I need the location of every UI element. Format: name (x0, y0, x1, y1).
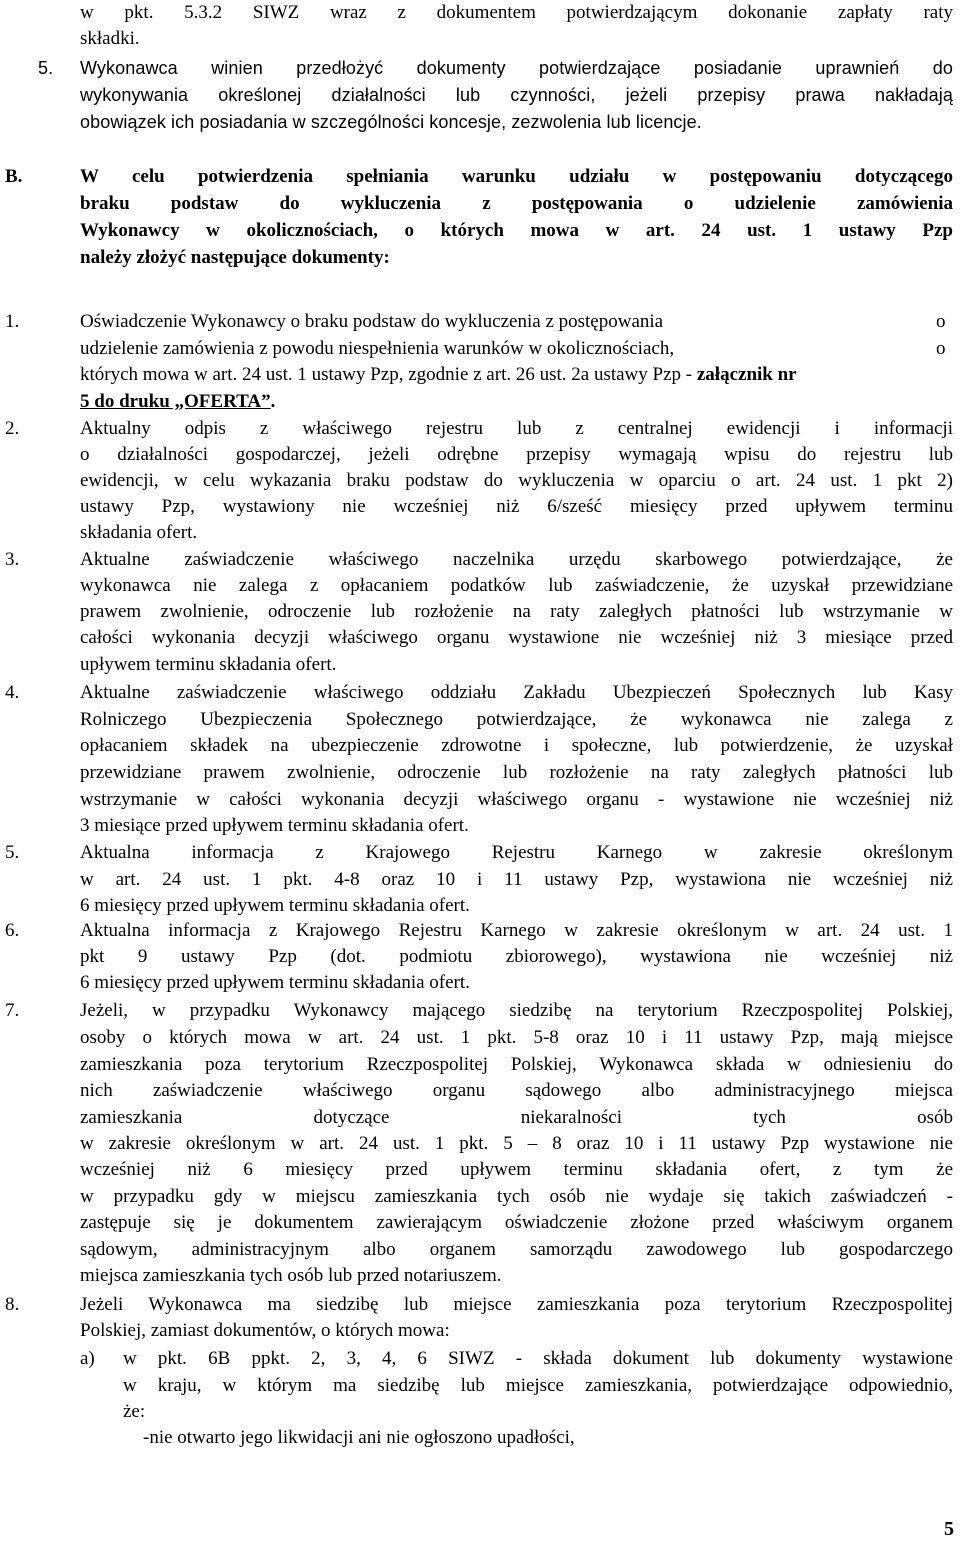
section-heading-line: Wykonawcy w okolicznościach, o których mowa w art. 24 ust. 1 ustawy Pzp (80, 220, 953, 241)
text-line: Polskiej, zamiast dokumentów, o których mowa: (80, 1320, 450, 1341)
item-number: 6. (5, 920, 20, 941)
text-line: Aktualna informacja z Krajowego Rejestru Karnego w zakresie określonym (80, 842, 953, 863)
text-line: w kraju, w którym ma siedzibę lub miejsce zamieszkania, potwierdzające odpowiednio, (123, 1375, 953, 1396)
text-line: Jeżeli Wykonawca ma siedzibę lub miejsce zamieszkania poza terytorium Rzeczpospolitej (80, 1294, 953, 1315)
text-line: wcześniej niż 6 miesięcy przed upływem terminu składania ofert, z tym że (80, 1159, 953, 1180)
text-line: obowiązek ich posiadania w szczególności koncesje, zezwolenia lub licencje. (80, 112, 702, 132)
text-line: zamieszkania poza terytorium Rzeczpospolitej Polskiej, Wykonawca składa w odniesieniu do (80, 1054, 953, 1075)
text-line: upływem terminu składania ofert. (80, 654, 337, 675)
text-line: -nie otwarto jego likwidacji ani nie ogłoszono upadłości, (143, 1427, 575, 1448)
text-line: Oświadczenie Wykonawcy o braku podstaw do wykluczenia z postępowania (80, 311, 664, 332)
text-line: Rolniczego Ubezpieczenia Społecznego potwierdzające, że wykonawca nie zalega z (80, 709, 953, 730)
text-line: ustawy Pzp, wystawiony nie wcześniej niż 6/sześć miesięcy przed upływem terminu (80, 496, 953, 517)
text-line: prawem zwolnienie, odroczenie lub rozłożenie na raty zaległych płatności lub wstrzymanie w (80, 601, 953, 622)
text-line: ewidencji, w celu wykazania braku podstaw do wykluczenia w oparciu o art. 24 ust. 1 pkt 2) (80, 470, 953, 491)
attachment-reference: załącznik nr (696, 364, 797, 385)
text-line: Wykonawca winien przedłożyć dokumenty potwierdzające posiadanie uprawnień do (80, 58, 953, 78)
attachment-reference-underlined: 5 do druku „OFERTA” (80, 391, 271, 412)
text-line: 3 miesiące przed upływem terminu składania ofert. (80, 815, 469, 836)
section-heading-line: należy złożyć następujące dokumenty: (80, 247, 390, 268)
subitem-label: a) (80, 1348, 95, 1369)
item-number: 4. (5, 682, 20, 703)
text-line: Aktualne zaświadczenie właściwego oddziału Zakładu Ubezpieczeń Społecznych lub Kasy (80, 682, 953, 703)
item-number: 8. (5, 1294, 20, 1315)
text-line: że: (123, 1401, 146, 1422)
text-line: o działalności gospodarczej, jeżeli odrębne przepisy wymagają wpisu do rejestru lub (80, 444, 953, 465)
text-line: przewidziane prawem zwolnienie, odroczenie lub rozłożenie na raty zaległych płatności lub (80, 762, 953, 783)
text-line: Aktualny odpis z właściwego rejestru lub z centralnej ewidencji i informacji (80, 418, 953, 439)
text-line: całości wykonania decyzji właściwego organu wystawione nie wcześniej niż 3 miesiące przed (80, 627, 953, 648)
text-line: składki. (80, 28, 140, 49)
item-number: 1. (5, 311, 20, 332)
text-line: osoby o których mowa w art. 24 ust. 1 pkt. 5-8 oraz 10 i 11 ustawy Pzp, mają miejsce (80, 1027, 953, 1048)
text-line: Jeżeli, w przypadku Wykonawcy mającego siedzibę na terytorium Rzeczpospolitej Polskiej, (80, 1000, 953, 1021)
item-number: 2. (5, 418, 20, 439)
text-line: nich zaświadczenie właściwego organu sądowego albo administracyjnego miejsca (80, 1080, 953, 1101)
section-heading-line: W celu potwierdzenia spełniania warunku udziału w postępowaniu dotyczącego (80, 166, 953, 187)
text-line: Aktualne zaświadczenie właściwego naczelnika urzędu skarbowego potwierdzające, że (80, 549, 953, 570)
text-line: w pkt. 5.3.2 SIWZ wraz z dokumentem potwierdzającym dokonanie zapłaty raty (80, 2, 953, 23)
text-line: w pkt. 6B ppkt. 2, 3, 4, 6 SIWZ - składa dokument lub dokumenty wystawione (123, 1348, 953, 1369)
text-line: zamieszkania dotyczące niekaralności tych osób (80, 1107, 953, 1128)
item-number: 3. (5, 549, 20, 570)
text-line: Aktualna informacja z Krajowego Rejestru Karnego w zakresie określonym w art. 24 ust. 1 (80, 920, 953, 941)
text-line: wstrzymanie w całości wykonania decyzji właściwego organu - wystawione nie wcześniej niż (80, 789, 953, 810)
text-line: składania ofert. (80, 522, 198, 543)
text-line: w art. 24 ust. 1 pkt. 4-8 oraz 10 i 11 ustawy Pzp, wystawiona nie wcześniej niż (80, 869, 953, 890)
item-number: 5. (38, 58, 54, 78)
text-line-end: o (936, 338, 946, 359)
text-line: 6 miesięcy przed upływem terminu składania ofert. (80, 972, 470, 993)
item-number: 5. (5, 842, 20, 863)
text-line: zastępuje się je dokumentem zawierającym oświadczenie złożone przed właściwym organem (80, 1212, 953, 1233)
text-line: wykonywania określonej działalności lub czynności, jeżeli przepisy prawa nakładają (80, 85, 953, 105)
section-label: B. (5, 166, 23, 187)
text-line: w zakresie określonym w art. 24 ust. 1 pkt. 5 – 8 oraz 10 i 11 ustawy Pzp wystawione nie (80, 1133, 953, 1154)
section-heading-line: braku podstaw do wykluczenia z postępowania o udzielenie zamówienia (80, 193, 953, 214)
text-line: sądowym, administracyjnym albo organem samorządu zawodowego lub gospodarczego (80, 1239, 953, 1260)
text-line: opłacaniem składek na ubezpieczenie zdrowotne i społeczne, lub potwierdzenie, że uzyskał (80, 735, 953, 756)
text-line: w przypadku gdy w miejscu zamieszkania tych osób nie wydaje się takich zaświadczeń - (80, 1186, 953, 1207)
page-number: 5 (944, 1518, 954, 1540)
text-line: miejsca zamieszkania tych osób lub przed notariuszem. (80, 1265, 502, 1286)
text-line: . (270, 391, 276, 412)
text-line: udzielenie zamówienia z powodu niespełnienia warunków w okolicznościach, (80, 338, 675, 359)
text-line-end: o (936, 311, 946, 332)
text-line: pkt 9 ustawy Pzp (dot. podmiotu zbiorowego), wystawiona nie wcześniej niż (80, 946, 953, 967)
item-number: 7. (5, 1000, 20, 1021)
text-line: których mowa w art. 24 ust. 1 ustawy Pzp, zgodnie z art. 26 ust. 2a ustawy Pzp - (80, 364, 697, 385)
text-line: 6 miesięcy przed upływem terminu składania ofert. (80, 895, 470, 916)
text-line: wykonawca nie zalega z opłacaniem podatków lub zaświadczenie, że uzyskał przewidziane (80, 575, 953, 596)
